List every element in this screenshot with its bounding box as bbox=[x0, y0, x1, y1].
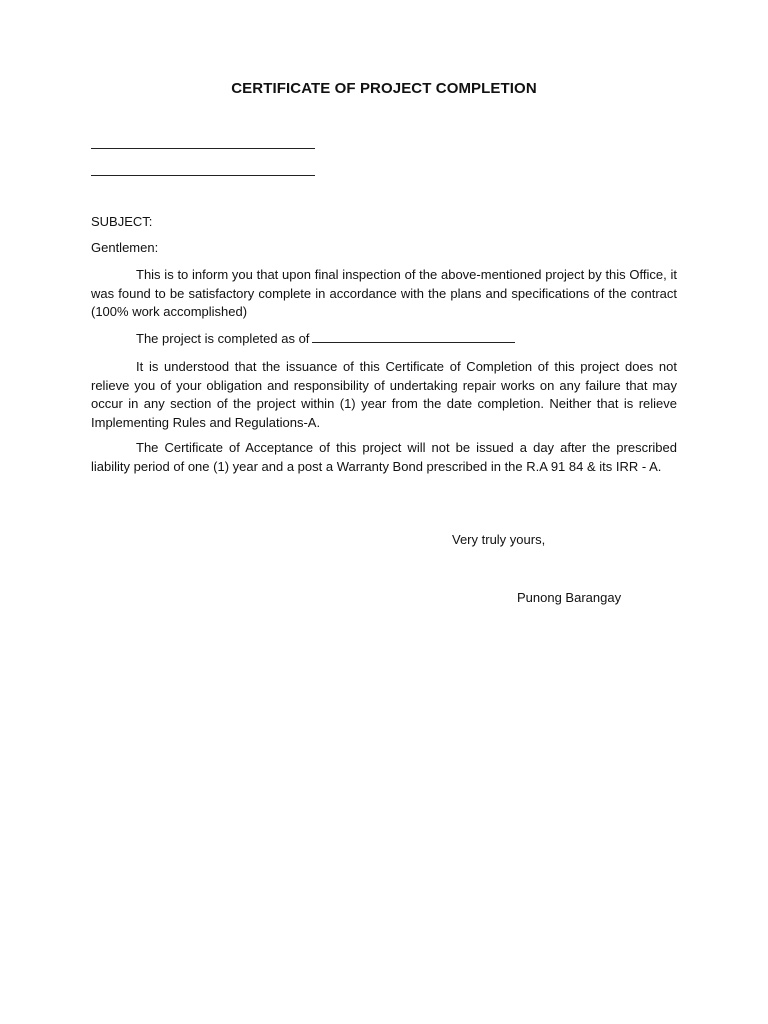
paragraph-obligation: It is understood that the issuance of this Certificate of Completion of this project does not relieve you of your obligation and responsibility of undertaking repair works on any failure that may occur in any section of the project within (1) year from the date completion. Neither that is relieve Implementing Rules and Regulations-A. bbox=[91, 359, 677, 430]
salutation: Gentlemen: bbox=[91, 240, 159, 255]
paragraph-inspection: This is to inform you that upon final inspection of the above-mentioned project by this Office, it was found to be satisfactory complete in accordance with the plans and specifications of the contract (100% work accomplished) bbox=[91, 267, 677, 319]
paragraph-acceptance: The Certificate of Acceptance of this project will not be issued a day after the prescribed liability period of one (1) year and a post a Warranty Bond prescribed in the R.A 91 84 & its IRR - A. bbox=[91, 440, 677, 474]
completion-date-line bbox=[136, 330, 515, 349]
completion-date-blank bbox=[312, 330, 515, 343]
addressee-blank-line-2 bbox=[91, 175, 315, 176]
subject-label: SUBJECT: bbox=[91, 214, 153, 229]
completion-date-prefix: The project is completed as of bbox=[136, 331, 310, 346]
addressee-blank-line-1 bbox=[91, 148, 315, 149]
signatory-title: Punong Barangay bbox=[517, 590, 622, 605]
closing-line: Very truly yours, bbox=[452, 532, 546, 547]
document-title: CERTIFICATE OF PROJECT COMPLETION bbox=[231, 80, 537, 97]
